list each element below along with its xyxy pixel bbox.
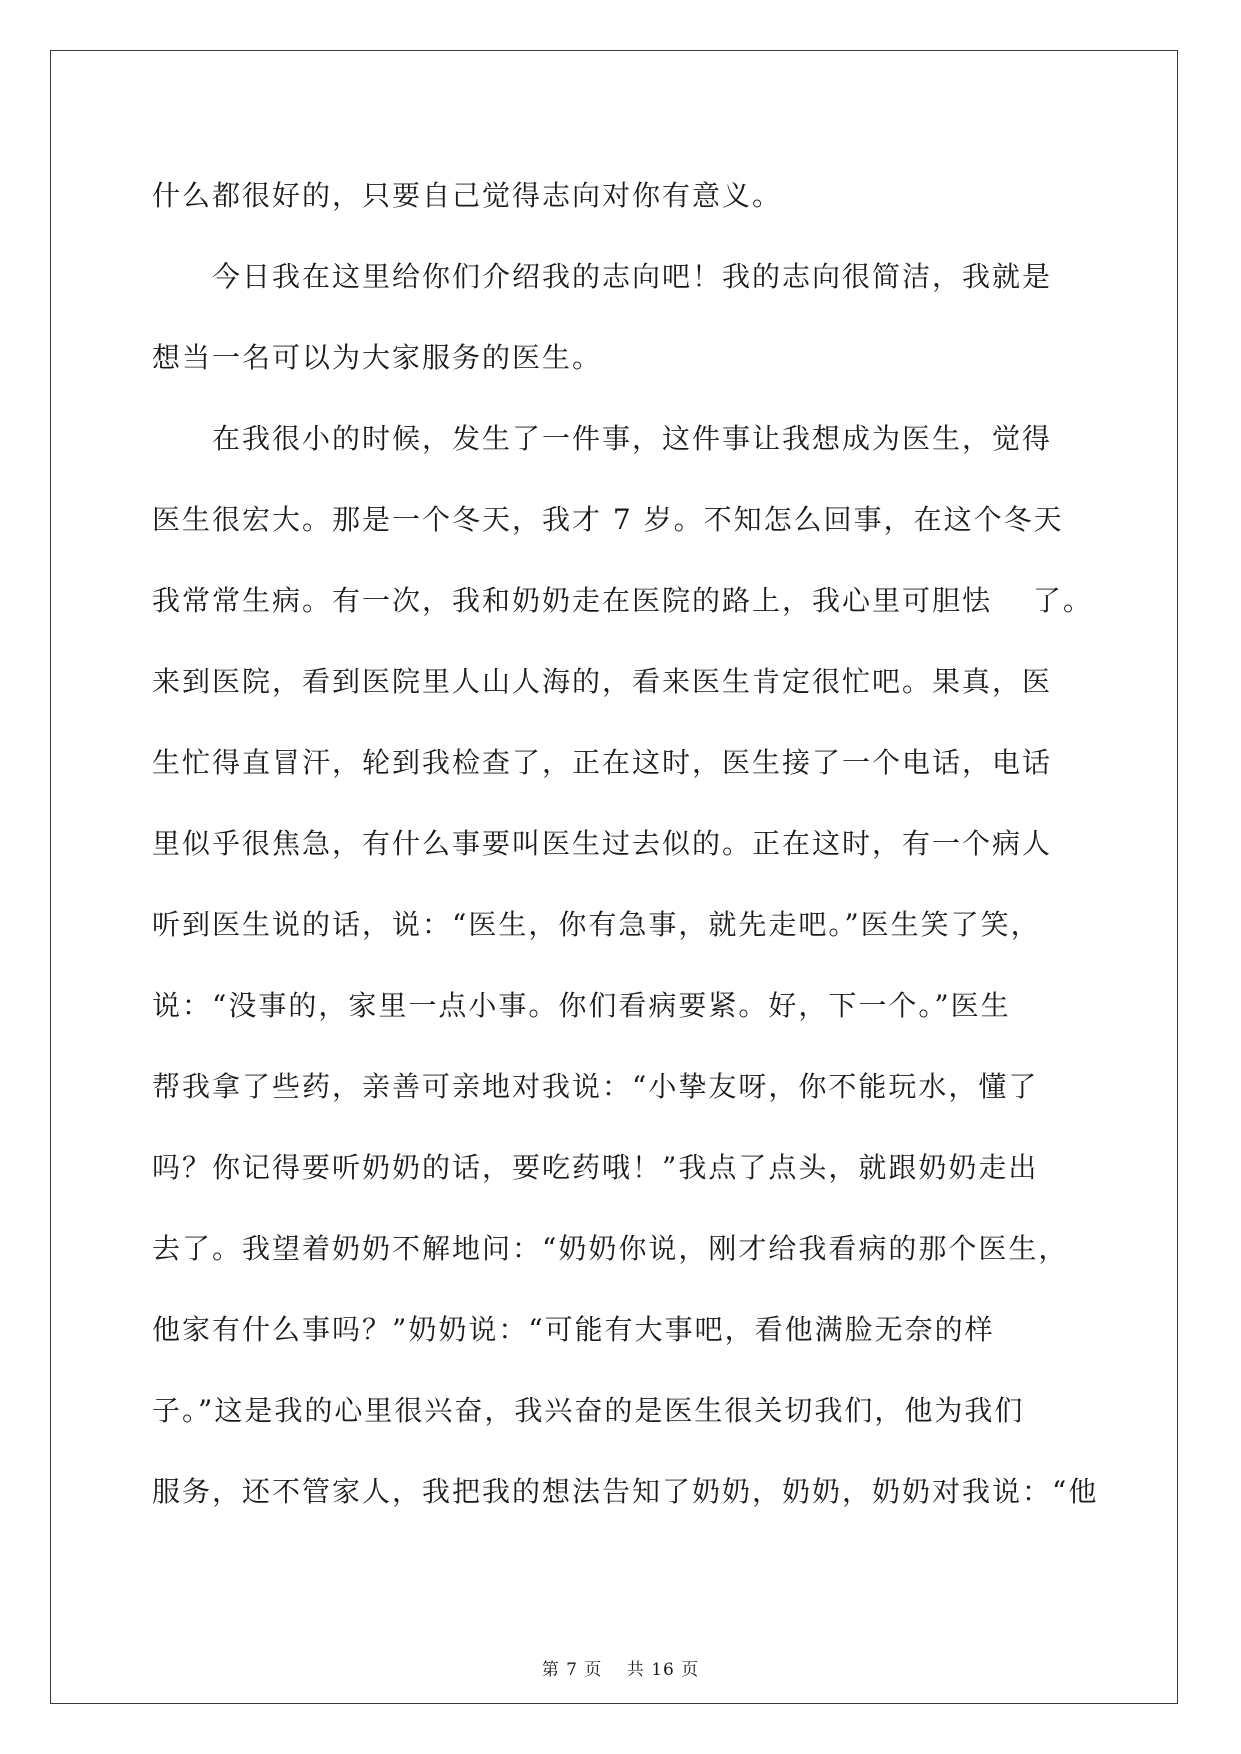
text-line: 帮我拿了些药，亲善可亲地对我说：“小挚友呀，你不能玩水，懂了 bbox=[152, 1070, 1039, 1103]
text-line: 里似乎很焦急，有什么事要叫医生过去似的。正在这时，有一个病人 bbox=[152, 827, 1053, 860]
text-line: 他家有什么事吗？”奶奶说：“可能有大事吧，看他满脸无奈的样 bbox=[152, 1313, 995, 1346]
text-line: 今日我在这里给你们介绍我的志向吧！我的志向很简洁，我就是 bbox=[212, 260, 1053, 293]
text-line: 想当一名可以为大家服务的医生。 bbox=[152, 341, 603, 374]
text-line: 子。”这是我的心里很兴奋，我兴奋的是医生很关切我们，他为我们 bbox=[152, 1394, 1025, 1427]
text-line: 去了。我望着奶奶不解地问：“奶奶你说，刚才给我看病的那个医生， bbox=[152, 1232, 1069, 1265]
text-line: 医生很宏大。那是一个冬天，我才 7 岁。不知怎么回事，在这个冬天 bbox=[152, 503, 1064, 536]
text-line: 在我很小的时候，发生了一件事，这件事让我想成为医生，觉得 bbox=[212, 422, 1053, 455]
text-line: 服务，还不管家人，我把我的想法告知了奶奶，奶奶，奶奶对我说：“他 bbox=[152, 1475, 1099, 1508]
page-number-footer: 第 7 页 共 16 页 bbox=[541, 1660, 700, 1680]
text-line: 听到医生说的话，说：“医生，你有急事，就先走吧。”医生笑了笑， bbox=[152, 908, 1041, 941]
text-line: 来到医院，看到医院里人山人海的，看来医生肯定很忙吧。果真，医 bbox=[152, 665, 1053, 698]
text-line: 生忙得直冒汗，轮到我检查了，正在这时，医生接了一个电话，电话 bbox=[152, 746, 1053, 779]
body-text bbox=[152, 155, 1099, 1532]
text-line: 吗？你记得要听奶奶的话，要吃药哦！”我点了点头，就跟奶奶走出 bbox=[152, 1151, 1039, 1184]
text-line: 什么都很好的，只要自己觉得志向对你有意义。 bbox=[152, 179, 783, 212]
text-line: 我常常生病。有一次，我和奶奶走在医院的路上，我心里可胆怯 了。 bbox=[152, 584, 1093, 617]
text-line: 说：“没事的，家里一点小事。你们看病要紧。好，下一个。”医生 bbox=[152, 989, 1011, 1022]
